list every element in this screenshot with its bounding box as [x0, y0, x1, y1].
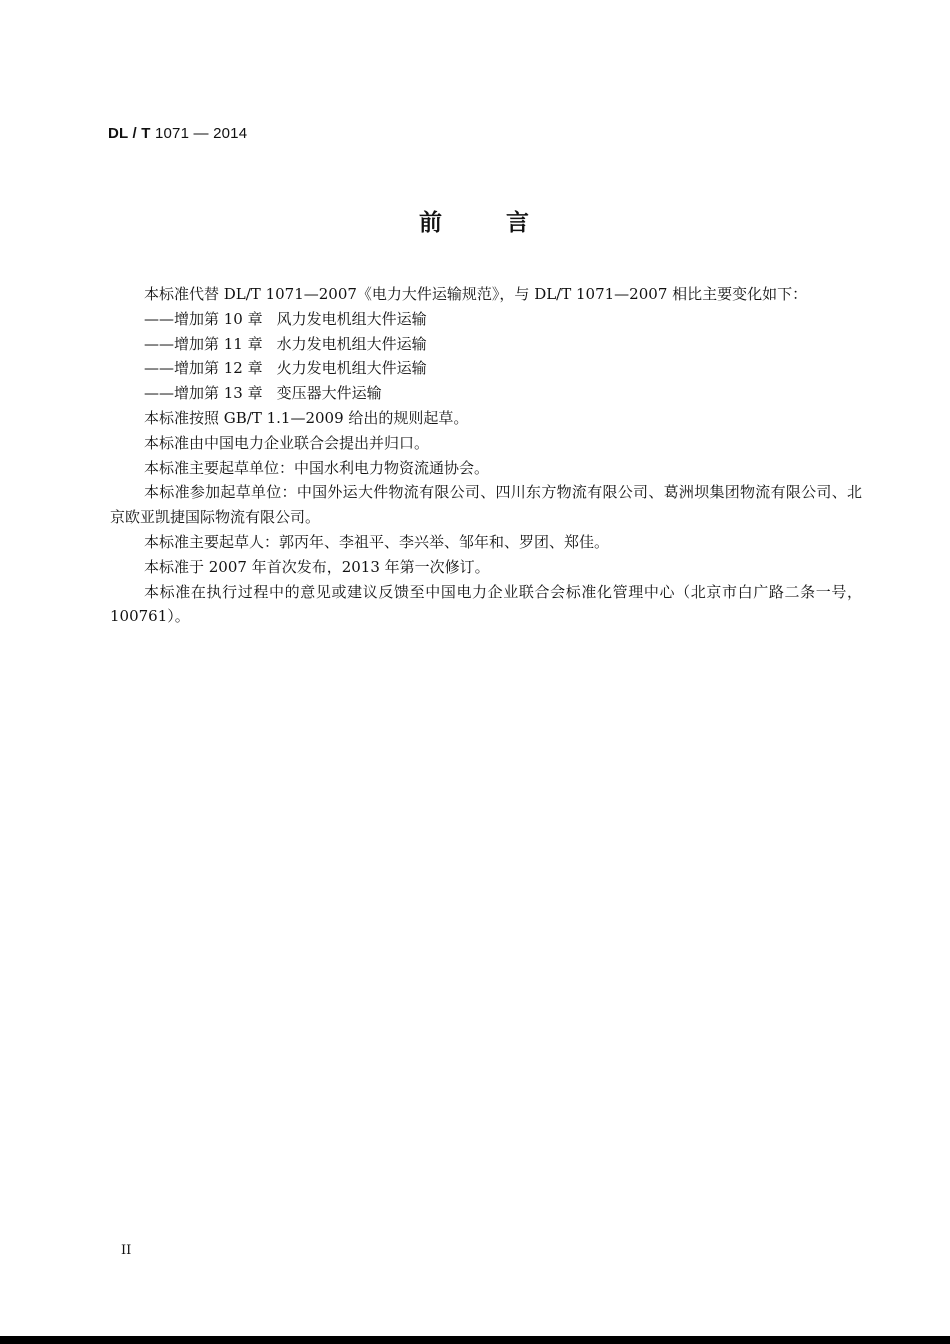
change-item-title: 风力发电机组大件运输 — [276, 309, 427, 328]
title-char-left: 前 — [419, 210, 444, 236]
change-item-title: 水力发电机组大件运输 — [276, 334, 427, 353]
foreword-body — [110, 282, 862, 629]
change-item-chapter-10 — [110, 307, 862, 332]
change-item-prefix: ——增加第 13 章 — [144, 384, 263, 403]
change-item-chapter-13 — [110, 381, 862, 406]
page-title — [0, 204, 950, 237]
change-item-prefix: ——增加第 11 章 — [144, 334, 263, 353]
paragraph-replacement: 本标准代替 DL/T 1071—2007《电力大件运输规范》，与 DL/T 1071—2007 相比主要变化如下： — [144, 285, 808, 303]
page-number: II — [121, 1243, 132, 1258]
title-char-right: 言 — [506, 210, 531, 236]
change-item-title: 火力发电机组大件运输 — [276, 359, 427, 378]
paragraph-drafting-rules: 本标准按照 GB/T 1.1—2009 给出的规则起草。 — [144, 408, 469, 427]
page-bottom-rule — [0, 1336, 950, 1344]
paragraph-main-drafting-unit: 本标准主要起草单位：中国水利电力物资流通协会。 — [144, 458, 490, 477]
change-item-chapter-11 — [110, 332, 862, 357]
standard-code-header — [108, 125, 247, 142]
standard-code-prefix: DL / T — [108, 125, 151, 142]
change-item-prefix: ——增加第 10 章 — [144, 309, 263, 328]
standard-code-number: 1071 — 2014 — [150, 125, 248, 142]
change-item-chapter-12 — [110, 356, 862, 381]
paragraph-main-drafters: 本标准主要起草人：郭丙年、李祖平、李兴举、邹年和、罗团、郑佳。 — [144, 532, 610, 551]
paragraph-proposer: 本标准由中国电力企业联合会提出并归口。 — [144, 433, 430, 452]
paragraph-feedback: 本标准在执行过程中的意见或建议反馈至中国电力企业联合会标准化管理中心（北京市白广路二条一号，100761）。 — [110, 582, 862, 626]
change-item-prefix: ——增加第 12 章 — [144, 359, 263, 378]
paragraph-publication-history: 本标准于 2007 年首次发布，2013 年第一次修订。 — [144, 557, 490, 576]
change-item-title: 变压器大件运输 — [276, 384, 382, 403]
paragraph-participating-units: 本标准参加起草单位：中国外运大件物流有限公司、四川东方物流有限公司、葛洲坝集团物流有限公司、北京欧亚凯捷国际物流有限公司。 — [110, 483, 862, 527]
